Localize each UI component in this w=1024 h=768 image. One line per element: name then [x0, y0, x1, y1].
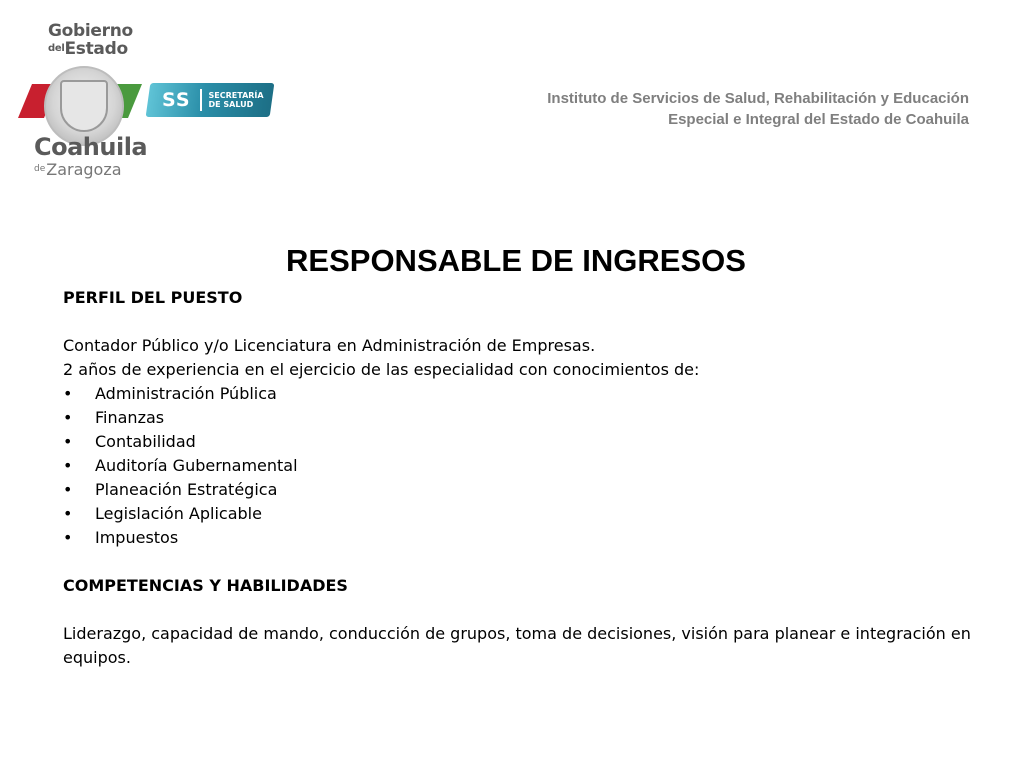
- profile-heading: PERFIL DEL PUESTO: [63, 288, 243, 307]
- ss-letters: SS: [162, 89, 191, 111]
- job-profile-content: [63, 286, 973, 670]
- page-title: RESPONSABLE DE INGRESOS: [286, 243, 746, 278]
- list-item: • Planeación Estratégica: [63, 478, 973, 502]
- secretaria-de-salud-badge: [152, 83, 274, 117]
- knowledge-list: [63, 382, 973, 550]
- competencies-text: Liderazgo, capacidad de mando, conducción de grupos, toma de decisiones, visión para planear e integración en equipos.: [63, 624, 971, 667]
- badge-divider: [200, 89, 202, 111]
- institute-line-2: Especial e Integral del Estado de Coahuila: [668, 111, 969, 128]
- list-item: • Legislación Aplicable: [63, 502, 973, 526]
- list-item: • Auditoría Gubernamental: [63, 454, 973, 478]
- de-salud-text: DE SALUD: [208, 100, 254, 109]
- de-text: de: [34, 164, 46, 174]
- list-item: • Administración Pública: [63, 382, 973, 406]
- coahuila-text: Coahuila: [34, 133, 148, 161]
- coahuila-government-logo: [18, 18, 278, 183]
- competencies-heading: COMPETENCIAS Y HABILIDADES: [63, 576, 348, 595]
- gobierno-del-estado-wordmark: [48, 22, 133, 58]
- institute-header: [547, 88, 969, 130]
- estado-text: Estado: [64, 39, 128, 59]
- shield-icon: [60, 80, 108, 132]
- coahuila-wordmark: [34, 134, 147, 179]
- zaragoza-text: Zaragoza: [46, 160, 122, 179]
- profile-education: Contador Público y/o Licenciatura en Administración de Empresas.: [63, 336, 596, 355]
- gobierno-text: Gobierno: [48, 21, 133, 41]
- institute-line-1: Instituto de Servicios de Salud, Rehabilitación y Educación: [547, 90, 969, 107]
- list-item: • Impuestos: [63, 526, 973, 550]
- list-item: • Contabilidad: [63, 430, 973, 454]
- profile-experience: 2 años de experiencia en el ejercicio de las especialidad con conocimientos de:: [63, 360, 700, 379]
- secretaria-text: SECRETARÍA: [208, 91, 264, 100]
- del-text: del: [48, 43, 65, 54]
- list-item: • Finanzas: [63, 406, 973, 430]
